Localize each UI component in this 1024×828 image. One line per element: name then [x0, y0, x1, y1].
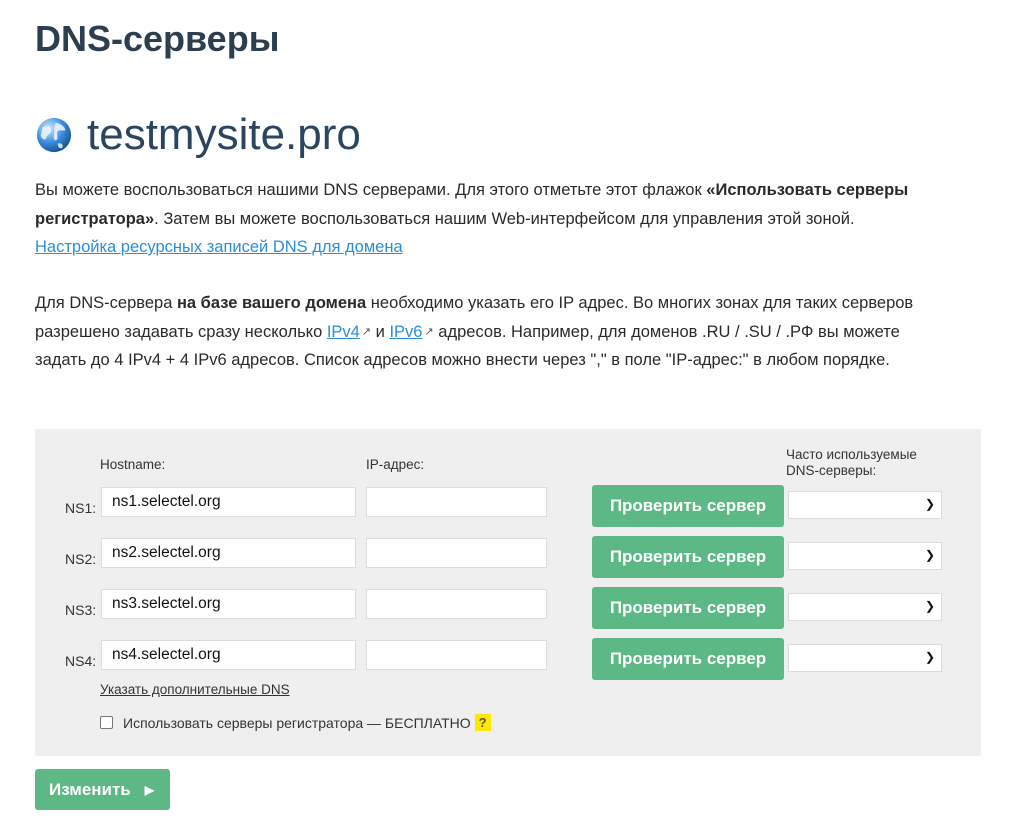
hostname-input-ns4[interactable] [101, 640, 356, 670]
check-server-button-ns4[interactable]: Проверить сервер [592, 638, 784, 680]
ns-row-3 [35, 587, 981, 631]
domain-name: testmysite.pro [87, 110, 361, 159]
ns-label: NS1: [65, 500, 97, 516]
ns-row-2 [35, 536, 981, 580]
chevron-down-icon: ❯ [924, 497, 935, 511]
ns-label: NS3: [65, 602, 97, 618]
frequent-dns-select-ns3[interactable] [788, 593, 942, 621]
ipv6-link[interactable]: IPv6 [389, 322, 423, 341]
frequent-dns-select-ns2[interactable] [788, 542, 942, 570]
intro-text-2: . Затем вы можете воспользоваться нашим Web-интерфейсом для управления этой зоной. [154, 209, 855, 228]
intro-paragraph [35, 176, 935, 262]
ns-row-1 [35, 485, 981, 529]
ip-column-label: IP-адрес: [366, 457, 425, 472]
ip-input-ns1[interactable] [366, 487, 547, 517]
additional-dns-link[interactable]: Указать дополнительные DNS [100, 682, 290, 697]
chevron-down-icon: ❯ [924, 548, 935, 562]
play-arrow-icon: ▶ [144, 782, 155, 797]
use-registrar-checkbox[interactable] [100, 716, 113, 729]
dns-form-panel [35, 429, 981, 756]
submit-button[interactable] [35, 769, 170, 810]
ip-input-ns3[interactable] [366, 589, 547, 619]
check-server-button-ns3[interactable]: Проверить сервер [592, 587, 784, 629]
info-bold-text: на базе вашего домена [176, 294, 367, 312]
frequent-dns-select-ns1[interactable] [788, 491, 942, 519]
ip-input-ns2[interactable] [366, 538, 547, 568]
ip-input-ns4[interactable] [366, 640, 547, 670]
external-link-icon: ↗ [361, 325, 372, 338]
hostname-input-ns1[interactable] [101, 487, 356, 517]
globe-icon [35, 116, 73, 154]
ipv4-link[interactable]: IPv4 [326, 322, 360, 341]
frequent-dns-select-ns4[interactable] [788, 644, 942, 672]
ns-label: NS4: [65, 653, 97, 669]
info-text-3: адресов. Например, для доменов .RU / .SU / .РФ вы можете задать до 4 IPv4 + 4 IPv6 адресов. Список адресов можно внести через "," в поле "IP-адрес:" в любом порядке. [35, 322, 900, 369]
hostname-column-label: Hostname: [100, 457, 166, 472]
chevron-down-icon: ❯ [924, 599, 935, 613]
check-server-button-ns2[interactable]: Проверить сервер [592, 536, 784, 578]
use-registrar-label[interactable]: Использовать серверы регистратора — БЕСПЛАТНО [123, 714, 471, 731]
external-link-icon: ↗ [424, 325, 434, 338]
ns-row-4 [35, 638, 981, 682]
use-registrar-row [100, 714, 491, 731]
ns-label: NS2: [65, 551, 97, 567]
frequent-dns-column-label: Часто используемые DNS-серверы: [786, 447, 917, 478]
help-icon[interactable]: ? [475, 714, 491, 731]
chevron-down-icon: ❯ [924, 650, 935, 664]
domain-header [35, 110, 361, 160]
submit-label: Изменить [49, 779, 131, 799]
info-text-2: необходимо указать его IP адрес. Во многих зонах для таких серверов разрешено задавать сразу несколько [35, 294, 914, 341]
intro-bold-text: «Использовать серверы регистратора» [35, 181, 909, 228]
info-text-1: Для DNS-сервера [35, 294, 177, 312]
hostname-input-ns2[interactable] [101, 538, 356, 568]
dns-records-link[interactable]: Настройка ресурсных записей DNS для домена [35, 238, 403, 256]
info-and-text: и [371, 322, 390, 341]
intro-text-1: Вы можете воспользоваться нашими DNS серверами. Для этого отметьте этот флажок [35, 181, 707, 199]
check-server-button-ns1[interactable]: Проверить сервер [592, 485, 784, 527]
page-title: DNS-серверы [35, 18, 280, 59]
hostname-input-ns3[interactable] [101, 589, 356, 619]
info-paragraph [35, 289, 935, 375]
